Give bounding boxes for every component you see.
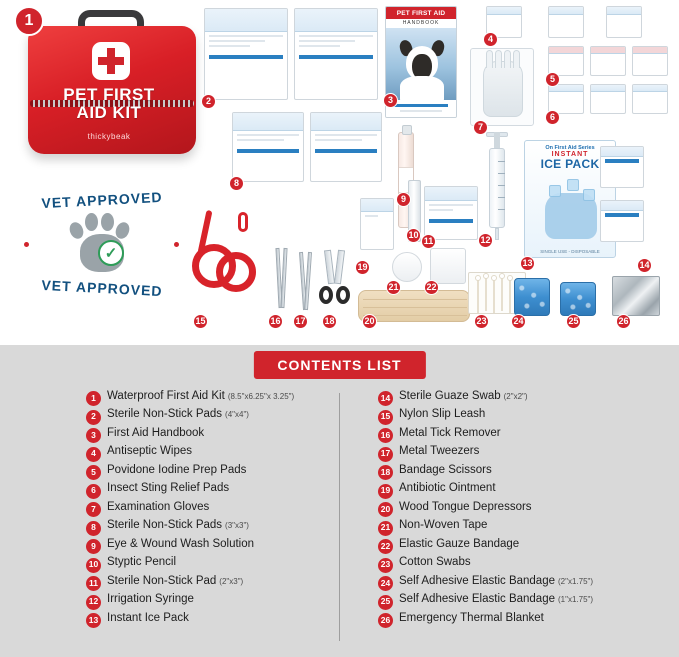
handbook-footer (386, 104, 456, 118)
list-item-label: Sterile Non-Stick Pads (107, 408, 223, 421)
ice-pack-footnote: SINGLE USE - DISPOSABLE (540, 249, 600, 254)
syringe-tick (498, 173, 505, 174)
list-item-number: 17 (378, 447, 393, 462)
list-item-number: 24 (378, 576, 393, 591)
packet-header (591, 47, 625, 54)
list-item-qualifier: (8.5"x6.25"x 3.25") (227, 391, 295, 401)
sterile-gauze-swab-b (600, 200, 644, 242)
check-icon: ✓ (98, 240, 124, 266)
list-item (378, 593, 678, 608)
list-item-qualifier: (1"x1.75") (558, 595, 594, 605)
list-item-label: Non-Woven Tape (399, 519, 488, 532)
list-item (86, 574, 386, 589)
leash-coil-2 (216, 252, 256, 292)
vet-approved-seal (22, 180, 182, 315)
list-item-number: 25 (378, 595, 393, 610)
list-item-number: 9 (86, 539, 101, 554)
contents-list-panel (0, 345, 679, 657)
list-item-number: 19 (378, 484, 393, 499)
callout-badge-18: 18 (322, 314, 337, 329)
syringe-tick (498, 209, 505, 210)
list-item (378, 574, 678, 589)
list-item (378, 389, 678, 404)
seal-dot-right (174, 242, 179, 247)
list-item (378, 445, 678, 460)
callout-badge-10: 10 (406, 228, 421, 243)
glove-finger-1 (486, 50, 493, 68)
packet-header (205, 9, 287, 32)
seal-dot-left (24, 242, 29, 247)
packet-accent-bar (237, 149, 299, 153)
callout-badge-19: 19 (355, 260, 370, 275)
list-item (86, 611, 386, 626)
iodine-prep-pad-3 (632, 46, 668, 76)
list-item-qualifier: (3"x3") (225, 521, 249, 531)
swab-stick (501, 277, 503, 311)
bandage-scissors (318, 250, 352, 310)
callout-badge-21: 21 (386, 280, 401, 295)
packet-accent-bar (299, 55, 373, 59)
packet-accent-bar (429, 219, 473, 223)
contents-left-column (86, 389, 386, 630)
syringe-tick (498, 161, 505, 162)
callout-badge-26: 26 (616, 314, 631, 329)
list-item-label: First Aid Handbook (107, 426, 205, 439)
list-item-qualifier: (2"x3") (219, 576, 244, 586)
packet-header (607, 7, 641, 15)
list-item (86, 500, 386, 515)
list-item-label: Irrigation Syringe (107, 593, 194, 606)
ice-pack-instant-label: INSTANT (551, 151, 589, 158)
list-item (378, 426, 678, 441)
paw-pattern (515, 279, 549, 315)
packet-accent-bar (315, 149, 377, 153)
list-item (86, 593, 386, 608)
list-item-number: 14 (378, 391, 393, 406)
contents-list-banner: CONTENTS LIST (253, 351, 425, 379)
ice-pack-series: On First Aid Series (545, 145, 595, 151)
list-item (378, 500, 678, 515)
list-item (86, 463, 386, 478)
list-item-number: 18 (378, 465, 393, 480)
scissor-handle-left (319, 286, 333, 304)
callout-badge-11: 11 (421, 234, 436, 249)
packet-header (487, 7, 521, 15)
list-item-label: Metal Tick Remover (399, 426, 501, 439)
sterile-gauze-swab-a (600, 146, 644, 188)
case-title-line1: PET FIRST (63, 85, 155, 104)
callout-badge-8: 8 (229, 176, 244, 191)
packet-header (601, 201, 643, 211)
list-item (378, 519, 678, 534)
list-item-label: Bandage Scissors (399, 463, 492, 476)
packet-text-lines (361, 212, 393, 223)
seal-text-bottom: VET APPROVED (41, 276, 163, 300)
callout-badge-9: 9 (396, 192, 411, 207)
list-item-number: 8 (86, 521, 101, 536)
callout-badge-2: 2 (201, 94, 216, 109)
packet-text-lines (205, 32, 287, 53)
dog-body (400, 76, 444, 102)
list-item (378, 537, 678, 552)
callout-badge-20: 20 (362, 314, 377, 329)
callout-badge-23: 23 (474, 314, 489, 329)
list-item-label: Wood Tongue Depressors (399, 500, 532, 513)
ice-cube-icon (583, 189, 595, 201)
depressor-edge (363, 315, 467, 316)
list-item-label: Instant Ice Pack (107, 611, 189, 624)
bottle-cap (402, 125, 412, 135)
callout-badge-16: 16 (268, 314, 283, 329)
case-brand: thickybeak (87, 132, 131, 141)
tweezers-arm-right (304, 252, 312, 310)
scissor-handle-right (336, 286, 350, 304)
callout-badge-1: 1 (14, 6, 44, 36)
non-stick-pad-2x3 (424, 186, 478, 240)
list-item (86, 408, 386, 423)
callout-badge-24: 24 (511, 314, 526, 329)
list-item-number: 5 (86, 465, 101, 480)
non-stick-pad-3x3-a (232, 112, 304, 182)
callout-badge-15: 15 (193, 314, 208, 329)
list-item-label: Waterproof First Aid Kit (107, 389, 225, 402)
metal-tick-remover (274, 248, 288, 312)
list-item (378, 611, 678, 626)
list-item-label: Examination Gloves (107, 500, 210, 513)
case-title-line2: AID KIT (76, 102, 142, 122)
list-item-label: Styptic Pencil (107, 556, 177, 569)
list-item (86, 482, 386, 497)
callout-badge-7: 7 (473, 120, 488, 135)
swab-tip (491, 275, 497, 281)
contents-right-column (378, 389, 678, 630)
syringe-tick (498, 197, 505, 198)
paw-toe-2 (85, 213, 98, 231)
list-item-number: 2 (86, 410, 101, 425)
glove-finger-4 (513, 50, 520, 68)
list-item-number: 15 (378, 410, 393, 425)
packet-header (233, 113, 303, 131)
glove-finger-2 (495, 50, 502, 68)
swab-tip (475, 275, 481, 281)
list-item-label: Povidone Iodine Prep Pads (107, 463, 247, 476)
ice-cube-icon (549, 185, 561, 197)
list-item-label: Sterile Non-Stick Pad (107, 574, 217, 587)
packet-header (549, 47, 583, 54)
packet-header (295, 9, 377, 32)
list-item-number: 6 (86, 484, 101, 499)
paw-pattern (561, 283, 595, 315)
scissor-blade-right (334, 250, 345, 285)
list-item (378, 556, 678, 571)
list-item-label: Nylon Slip Leash (399, 408, 486, 421)
callout-badge-5: 5 (545, 72, 560, 87)
list-item-label: Elastic Gauze Bandage (399, 537, 520, 550)
packet-accent-bar (605, 159, 639, 163)
packet-header (633, 47, 667, 54)
list-item (86, 556, 386, 571)
list-item-label: Antibiotic Ointment (399, 482, 496, 495)
list-item-number: 7 (86, 502, 101, 517)
non-stick-pad-4x4-a (204, 8, 288, 100)
metal-tweezers (298, 252, 312, 312)
list-item (378, 408, 678, 423)
list-item (86, 389, 386, 404)
packet-header (633, 85, 667, 92)
list-item-number: 10 (86, 558, 101, 573)
emergency-thermal-blanket (612, 276, 660, 316)
antiseptic-wipe-2 (548, 6, 584, 38)
handbook-title: PET FIRST AID (386, 7, 456, 19)
handbook-subtitle: HANDBOOK (386, 19, 456, 28)
examination-gloves (470, 48, 534, 126)
swab-tip (499, 273, 505, 279)
list-item (86, 519, 386, 534)
list-item-number: 20 (378, 502, 393, 517)
callout-badge-4: 4 (483, 32, 498, 47)
antiseptic-wipe-3 (606, 6, 642, 38)
syringe-tick (498, 185, 505, 186)
list-item-qualifier: (4"x4") (225, 410, 249, 420)
depressor-edge (363, 307, 467, 308)
irrigation-syringe (482, 132, 512, 242)
packet-text-lines (425, 201, 477, 217)
list-item-label: Emergency Thermal Blanket (399, 611, 544, 624)
list-item-qualifier: (2"x1.75") (558, 576, 594, 586)
packet-text-lines (311, 131, 381, 147)
swab-stick (493, 279, 495, 313)
list-item-number: 1 (86, 391, 101, 406)
non-woven-tape-roll (392, 252, 422, 282)
first-aid-case (20, 8, 198, 168)
list-item-label: Self Adhesive Elastic Bandage (399, 593, 555, 606)
swab-tip (507, 275, 513, 281)
list-item-number: 23 (378, 558, 393, 573)
non-stick-pad-4x4-b (294, 8, 378, 100)
callout-badge-6: 6 (545, 110, 560, 125)
depressor-edge (363, 299, 467, 300)
list-item-number: 13 (86, 613, 101, 628)
case-title (20, 86, 198, 122)
packet-header (361, 199, 393, 212)
packet-header (311, 113, 381, 131)
self-adhesive-bandage-1in (560, 282, 596, 316)
handbook-footer-line (400, 110, 442, 112)
list-item-number: 22 (378, 539, 393, 554)
list-item-label: Metal Tweezers (399, 445, 480, 458)
list-item-label: Sterile Guaze Swab (399, 389, 501, 402)
list-item-label: Insect Sting Relief Pads (107, 482, 230, 495)
list-item-label: Antiseptic Wipes (107, 445, 193, 458)
callout-badge-14: 14 (637, 258, 652, 273)
packet-header (601, 147, 643, 157)
syringe-tip (495, 228, 499, 240)
list-item-number: 11 (86, 576, 101, 591)
callout-badge-22: 22 (424, 280, 439, 295)
list-item-label: Self Adhesive Elastic Bandage (399, 574, 555, 587)
glove-finger-3 (504, 50, 511, 68)
list-item-number: 16 (378, 428, 393, 443)
ice-pack-name: ICE PACK (540, 157, 600, 171)
callout-badge-13: 13 (520, 256, 535, 271)
packet-accent-bar (209, 55, 283, 59)
packet-accent-bar (605, 213, 639, 217)
non-stick-pad-3x3-b (310, 112, 382, 182)
sting-relief-pad-3 (632, 84, 668, 114)
nylon-slip-leash (186, 206, 270, 318)
tick-remover-arm-right (280, 248, 287, 308)
handbook-cover-photo (386, 28, 456, 100)
callout-badge-12: 12 (478, 233, 493, 248)
packet-text-lines (233, 131, 303, 147)
packet-header (425, 187, 477, 201)
list-item (378, 463, 678, 478)
list-item (86, 445, 386, 460)
handbook-accent-bar (394, 104, 448, 107)
self-adhesive-bandage-2in (514, 278, 550, 316)
packet-text-lines (295, 32, 377, 53)
list-item-label: Sterile Non-Stick Pads (107, 519, 223, 532)
syringe-barrel (489, 148, 505, 228)
list-item (86, 426, 386, 441)
swab-stick (509, 279, 511, 313)
list-item-number: 26 (378, 613, 393, 628)
swab-tip (483, 273, 489, 279)
swab-stick (477, 279, 479, 313)
leash-clip (238, 212, 248, 232)
list-item-label: Eye & Wound Wash Solution (107, 537, 255, 550)
ice-cube-icon (567, 179, 579, 191)
swab-stick (485, 277, 487, 311)
list-item (86, 537, 386, 552)
callout-badge-17: 17 (293, 314, 308, 329)
medical-cross-icon (92, 42, 130, 80)
packet-header (549, 7, 583, 15)
glove-body (483, 61, 523, 117)
paw-toe-1 (67, 220, 85, 241)
list-item-number: 21 (378, 521, 393, 536)
callout-badge-25: 25 (566, 314, 581, 329)
iodine-prep-pad-2 (590, 46, 626, 76)
sting-relief-pad-2 (590, 84, 626, 114)
list-item (378, 482, 678, 497)
list-item-label: Cotton Swabs (399, 556, 471, 569)
seal-text-top: VET APPROVED (41, 188, 163, 212)
list-item-number: 4 (86, 447, 101, 462)
callout-badge-3: 3 (383, 93, 398, 108)
list-item-qualifier: (2"x2") (503, 391, 528, 401)
list-item-number: 3 (86, 428, 101, 443)
antibiotic-ointment-sachet (360, 198, 394, 250)
list-item-number: 12 (86, 595, 101, 610)
paw-toe-3 (101, 213, 114, 231)
packet-header (591, 85, 625, 92)
elastic-gauze-bandage-roll (430, 248, 466, 284)
